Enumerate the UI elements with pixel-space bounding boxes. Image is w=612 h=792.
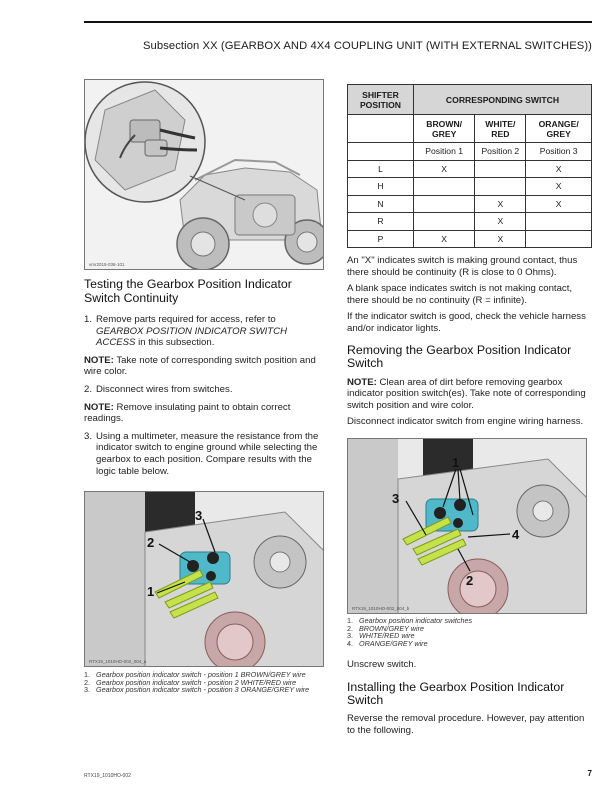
- header-shifter-position: SHIFTER POSITION: [348, 85, 414, 115]
- callout-2: 2: [466, 572, 474, 588]
- procedure-steps: [84, 314, 324, 349]
- step-1: [84, 314, 324, 349]
- legend-item: 2. BROWN/GREY wire: [347, 623, 424, 633]
- callout-4: 4: [512, 526, 520, 542]
- empty-cell: [348, 115, 414, 143]
- vehicle-illustration: [85, 80, 324, 270]
- position-header: Position 1: [414, 143, 475, 161]
- step-text: Remove parts required for access, refer to: [96, 314, 276, 325]
- note-label: NOTE:: [84, 401, 114, 413]
- callout-3: 3: [392, 490, 400, 506]
- cross-reference: GEARBOX POSITION INDICATOR SWITCH ACCESS: [96, 325, 288, 349]
- step-text: in this subsection.: [135, 337, 215, 349]
- page-header-title: Subsection XX (GEARBOX AND 4X4 COUPLING UNIT (WITH EXTERNAL SWITCHES)): [143, 40, 592, 52]
- table-row: L X X: [348, 160, 592, 178]
- callout-3: 3: [195, 508, 203, 524]
- figure-legend: [84, 671, 324, 694]
- step-text: Disconnect wires from switches.: [96, 383, 233, 395]
- switch-positions-figure: [84, 491, 324, 667]
- empty-cell: [348, 143, 414, 161]
- step-number: 1.: [84, 314, 93, 325]
- paragraph: Disconnect indicator switch from engine wiring harness.: [347, 416, 584, 428]
- note-label: NOTE:: [347, 376, 377, 388]
- paragraph: An "X" indicates switch is making ground contact, thus there should be continuity (R is close to 0 Ohms).: [347, 255, 578, 278]
- figure-code: RTX19_1010HO-002_004_b: [352, 605, 410, 611]
- figure-code: RTX19_1010HO-002_004_a: [89, 659, 147, 665]
- note-text: Clean area of dirt before removing gearbox indicator position switch(es). Take note of corresponding switch position and wire color.: [347, 376, 586, 411]
- header-corresponding-switch: CORRESPONDING SWITCH: [414, 85, 592, 115]
- section-title-installing: Installing the Gearbox Position Indicator Switch: [347, 679, 565, 708]
- footer-code: RTX19_1010HO-002: [84, 773, 131, 779]
- figure-legend: [347, 617, 592, 647]
- procedure-steps: [84, 384, 324, 396]
- note: [347, 377, 592, 412]
- wire-color-header: WHITE/ RED: [475, 115, 526, 143]
- gearbox-switch-removal-illustration: [348, 439, 587, 614]
- page-number: 7: [587, 769, 592, 778]
- step-number: 2.: [84, 383, 93, 395]
- callout-1: 1: [452, 454, 460, 470]
- callout-1: 1: [147, 584, 155, 600]
- figure-code: vmr2015-036-101: [89, 262, 125, 267]
- position-header: Position 3: [526, 143, 592, 161]
- table-row: R X: [348, 213, 592, 231]
- step-number: 3.: [84, 430, 93, 442]
- table-row: H X: [348, 178, 592, 196]
- right-column: [347, 84, 592, 736]
- vehicle-figure: [84, 79, 324, 270]
- paragraph: A blank space indicates switch is not making contact, there should be no continuity (R = infinite).: [347, 283, 573, 306]
- section-title-removing: Removing the Gearbox Position Indicator Switch: [347, 342, 572, 371]
- legend-item: 3. Gearbox position indicator switch - position 3 ORANGE/GREY wire: [84, 685, 310, 695]
- logic-table: [347, 84, 592, 248]
- table-row: N X X: [348, 195, 592, 213]
- step-2: [84, 384, 324, 396]
- left-column: [84, 79, 324, 694]
- legend-item: 3. WHITE/RED wire: [347, 631, 415, 641]
- header-rule: [84, 21, 592, 23]
- legend-item: 2. Gearbox position indicator switch - position 2 WHITE/RED wire: [84, 677, 297, 687]
- step-text: Using a multimeter, measure the resistance from the indicator switch to engine ground while selecting the gearbox to each position. Compare results with the logic table below.: [96, 430, 319, 477]
- note-text: Remove insulating paint to obtain correct readings.: [84, 401, 291, 425]
- gearbox-switch-illustration: [85, 492, 324, 667]
- section-title-testing: Testing the Gearbox Position Indicator Switch Continuity: [84, 277, 292, 305]
- callout-2: 2: [147, 535, 155, 551]
- step-3: [84, 431, 324, 477]
- switch-removal-figure: [347, 438, 587, 614]
- procedure-steps: [84, 431, 324, 477]
- legend-item: 1. Gearbox position indicator switches: [347, 615, 473, 625]
- position-header: Position 2: [475, 143, 526, 161]
- note: [84, 402, 324, 425]
- wire-color-header: ORANGE/ GREY: [526, 115, 592, 143]
- legend-item: 1. Gearbox position indicator switch - position 1 BROWN/GREY wire: [84, 670, 306, 680]
- paragraph: If the indicator switch is good, check the vehicle harness and/or indicator lights.: [347, 311, 586, 334]
- note-text: Take note of corresponding switch position and wire color.: [84, 354, 316, 378]
- legend-item: 4. ORANGE/GREY wire: [347, 638, 428, 648]
- note-label: NOTE:: [84, 354, 114, 366]
- paragraph: Unscrew switch.: [347, 659, 417, 671]
- table-row: P X X: [348, 230, 592, 248]
- wire-color-header: BROWN/ GREY: [414, 115, 475, 143]
- paragraph: Reverse the removal procedure. However, pay attention to the following.: [347, 712, 585, 736]
- note: [84, 355, 324, 378]
